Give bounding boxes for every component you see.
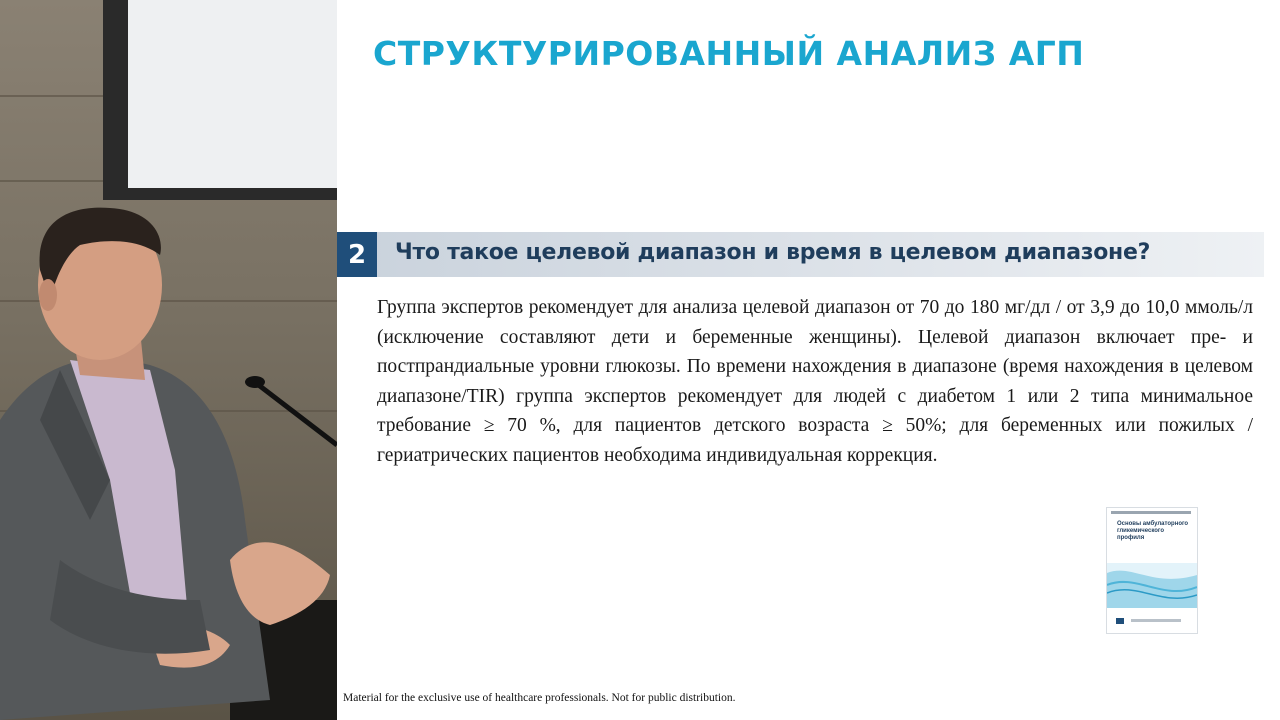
book-wave-graphic [1107,563,1197,608]
section-heading: Что такое целевой диапазон и время в целевом диапазоне? [395,240,1151,265]
book-cover-image [1106,507,1198,634]
section-number: 2 [337,232,377,277]
presenter-figure [0,0,337,720]
book-footer-line [1131,619,1181,622]
book-title: Основы амбулаторного гликемического профиля [1117,521,1189,541]
presentation-slide [337,0,1280,720]
book-header-strip [1111,511,1191,514]
book-publisher-logo [1116,618,1124,624]
slide-body-text: Группа экспертов рекомендует для анализа целевой диапазон от 70 до 180 мг/дл / от 3,9 до 10,0 ммоль/л (исключение составляют дети и беременные женщины). Целевой диапазон включает пре- и постпрандиальные уровни глюкозы. По времени нахождения в диапазоне (время нахождения в целевом диапазоне/TIR) группа экспертов рекомендует для людей с диабетом 1 или 2 типа минимальное требование ≥ 70 %, для пациентов детского возраста ≥ 50%; для беременных или пожилых / гериатрических пациентов необходима индивидуальная коррекция. [377,297,1253,466]
slide-title: СТРУКТУРИРОВАННЫЙ АНАЛИЗ АГП [373,34,1085,73]
section-header-bar [337,232,1264,277]
slide-footer-disclaimer: Material for the exclusive use of healthcare professionals. Not for public distribution. [343,692,736,704]
presenter-video [0,0,337,720]
